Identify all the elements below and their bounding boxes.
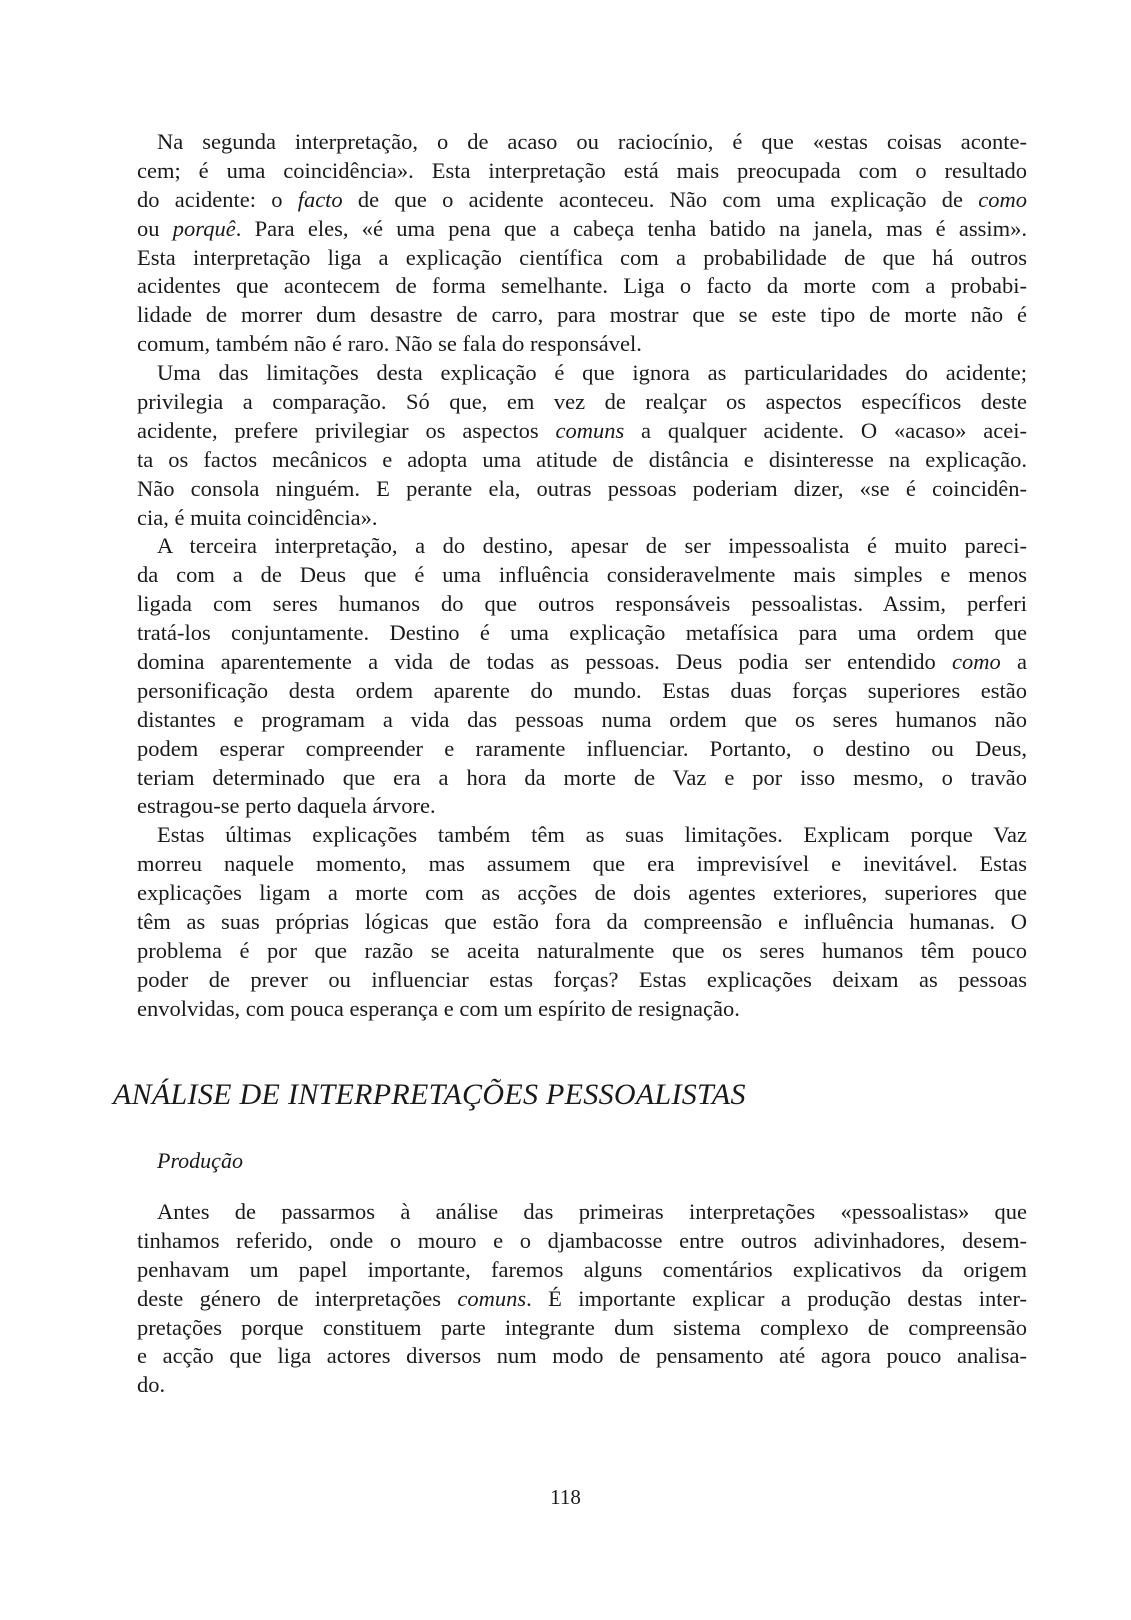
text-line: poder de prever ou influenciar estas forças? Estas explicações deixam as pessoas [137, 966, 1027, 992]
text-line: morreu naquele momento, mas assumem que era imprevisível e inevitável. Estas [137, 851, 1027, 877]
text-line: estragou-se perto daquela árvore. [137, 793, 436, 819]
text-line: acidente, prefere privilegiar os aspectos comuns a qualquer acidente. O «acaso» acei- [137, 417, 1027, 443]
text-line: explicações ligam a morte com as acções de dois agentes exteriores, superiores que [137, 880, 1027, 906]
paragraph-producao [137, 1198, 1027, 1400]
text-line: deste género de interpretações comuns. É importante explicar a produção destas inter- [137, 1285, 1027, 1311]
text-line: tinhamos referido, onde o mouro e o djambacosse entre outros adivinhadores, desem- [137, 1227, 1027, 1253]
paragraph [137, 821, 1027, 1023]
paragraph [137, 359, 1027, 532]
text-line: cia, é muita coincidência». [137, 504, 378, 530]
text-line: teriam determinado que era a hora da morte de Vaz e por isso mesmo, o travão [137, 764, 1027, 790]
text-line: lidade de morrer dum desastre de carro, para mostrar que se este tipo de morte não é [137, 302, 1027, 328]
text-line: acidentes que acontecem de forma semelhante. Liga o facto da morte com a probabi- [137, 273, 1027, 299]
text-line: podem esperar compreender e raramente influenciar. Portanto, o destino ou Deus, [137, 735, 1027, 761]
text-line: personificação desta ordem aparente do mundo. Estas duas forças superiores estão [137, 677, 1027, 703]
paragraph [137, 128, 1027, 359]
text-line: ou porquê. Para eles, «é uma pena que a cabeça tenha batido na janela, mas é assim». [137, 215, 1027, 241]
text-line: envolvidas, com pouca esperança e com um espírito de resignação. [137, 995, 740, 1021]
text-line: Na segunda interpretação, o de acaso ou raciocínio, é que «estas coisas aconte- [157, 129, 1027, 154]
text-line: tratá-los conjuntamente. Destino é uma explicação metafísica para uma ordem que [137, 620, 1027, 646]
body-text [137, 128, 1027, 1024]
text-line: penhavam um papel importante, faremos alguns comentários explicativos da origem [137, 1256, 1027, 1282]
text-line: Não consola ninguém. E perante ela, outras pessoas poderiam dizer, «se é coincidên- [137, 475, 1027, 501]
text-line: do. [137, 1372, 166, 1398]
text-line: e acção que liga actores diversos num modo de pensamento até agora pouco analisa- [137, 1343, 1027, 1369]
text-line: problema é por que razão se aceita naturalmente que os seres humanos têm pouco [137, 937, 1027, 963]
text-line: Uma das limitações desta explicação é que ignora as particularidades do acidente; [157, 360, 1027, 386]
subheading: Produção [157, 1148, 243, 1173]
text-line: comum, também não é raro. Não se fala do responsável. [137, 331, 642, 357]
text-line: cem; é uma coincidência». Esta interpretação está mais preocupada com o resultado [137, 157, 1027, 183]
text-line: A terceira interpretação, a do destino, apesar de ser impessoalista é muito pareci- [157, 533, 1027, 559]
page-number: 118 [550, 1485, 581, 1509]
text-line: Estas últimas explicações também têm as suas limitações. Explicam porque Vaz [157, 822, 1027, 848]
paragraph [137, 532, 1027, 821]
text-line: ta os factos mecânicos e adopta uma atitude de distância e disinteresse na explicação. [137, 446, 1027, 472]
text-line: da com a de Deus que é uma influência consideravelmente mais simples e menos [137, 562, 1027, 588]
section-heading: ANÁLISE DE INTERPRETAÇÕES PESSOALISTAS [113, 1078, 746, 1111]
text-line: Antes de passarmos à análise das primeiras interpretações «pessoalistas» que [157, 1199, 1027, 1224]
text-line: domina aparentemente a vida de todas as pessoas. Deus podia ser entendido como a [137, 649, 1027, 675]
text-line: Esta interpretação liga a explicação científica com a probabilidade de que há outros [137, 244, 1027, 270]
text-line: do acidente: o facto de que o acidente aconteceu. Não com uma explicação de como [137, 186, 1027, 212]
text-line: pretações porque constituem parte integrante dum sistema complexo de compreensão [137, 1314, 1027, 1340]
text-line: privilegia a comparação. Só que, em vez de realçar os aspectos específicos deste [137, 389, 1027, 415]
paragraph [137, 1198, 1027, 1400]
text-line: distantes e programam a vida das pessoas numa ordem que os seres humanos não [137, 706, 1027, 732]
text-line: ligada com seres humanos do que outros responsáveis pessoalistas. Assim, perferi [137, 591, 1027, 617]
text-line: têm as suas próprias lógicas que estão fora da compreensão e influência humanas. O [137, 909, 1027, 935]
